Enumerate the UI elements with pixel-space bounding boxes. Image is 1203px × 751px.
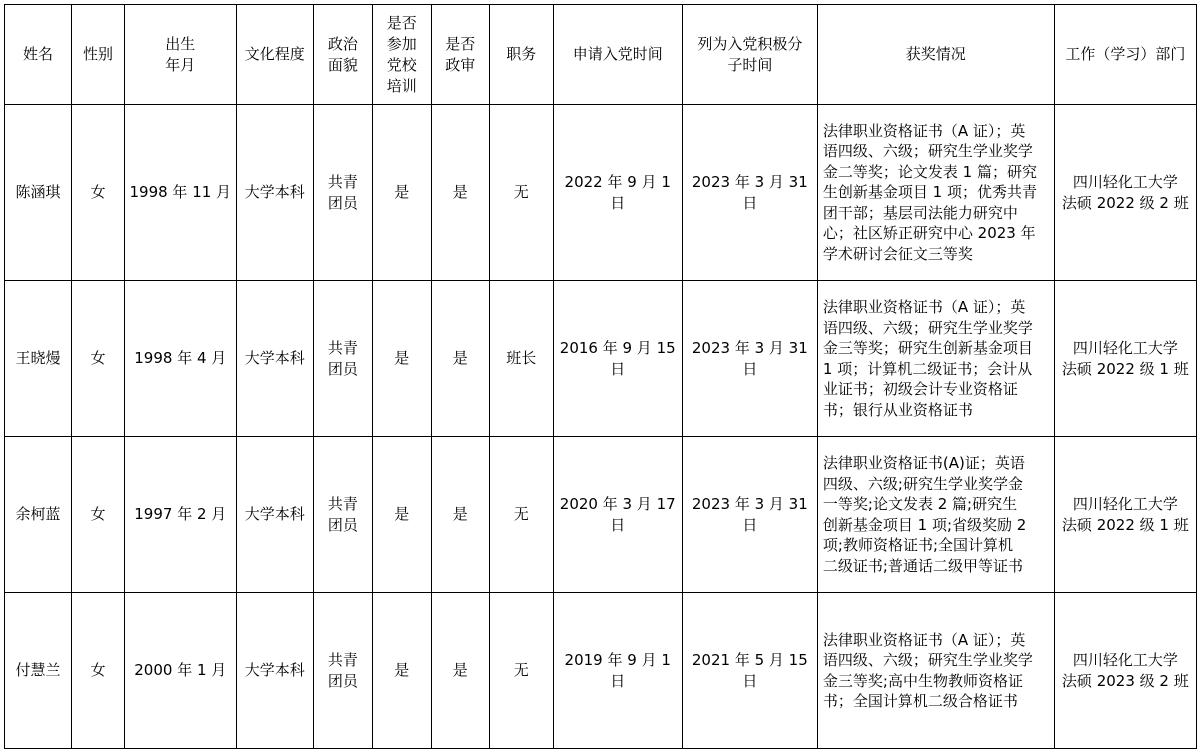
awards-line: 团干部；基层司法能力研究中 (822, 203, 1018, 222)
awards-line: 金三等奖;高中生物教师资格证 (822, 671, 1023, 690)
department-line: 法硕 2022 级 1 班 (1061, 515, 1189, 534)
cell-activist-time: 2023 年 3 月 31 日 (682, 105, 817, 281)
cell-awards (817, 593, 1054, 749)
cell-political (313, 281, 372, 437)
header-row (5, 5, 1197, 105)
cell-education: 大学本科 (236, 437, 313, 593)
cell-training: 是 (372, 593, 431, 749)
header-position: 职务 (489, 5, 553, 105)
cell-review: 是 (431, 105, 489, 281)
awards-line: 语四级、六级；研究生学业奖学 (822, 651, 1033, 669)
cell-awards (817, 105, 1054, 281)
awards-line: 法律职业资格证书（A 证）；英 (822, 121, 1026, 140)
header-training-line: 培训 (386, 76, 417, 95)
department-line: 法硕 2022 级 1 班 (1061, 359, 1189, 378)
cell-review: 是 (431, 593, 489, 749)
header-review (431, 5, 489, 105)
cell-awards (817, 437, 1054, 593)
cell-gender: 女 (72, 437, 125, 593)
header-department: 工作（学习）部门 (1054, 5, 1196, 105)
cell-review: 是 (431, 281, 489, 437)
awards-line: 金二等奖；论文发表 1 篇；研究 (822, 162, 1037, 181)
cell-political (313, 437, 372, 593)
cell-education: 大学本科 (236, 281, 313, 437)
cell-position: 无 (489, 105, 553, 281)
cell-political-line: 共青 (327, 172, 358, 191)
department-line: 四川轻化工大学 (1072, 650, 1178, 669)
cell-birth: 1998 年 11 月 (124, 105, 236, 281)
cell-training: 是 (372, 281, 431, 437)
awards-line: 语四级、六级；研究生学业奖学 (822, 318, 1033, 337)
cell-political-line: 团员 (327, 193, 358, 212)
awards-line: 语四级、六级；研究生学业奖学 (822, 142, 1033, 161)
cell-education: 大学本科 (236, 593, 313, 749)
cell-department (1054, 593, 1196, 749)
cell-training: 是 (372, 105, 431, 281)
header-review-line: 是否 (445, 34, 476, 53)
header-training-line: 党校 (386, 55, 417, 74)
awards-line: 生创新基金项目 1 项；优秀共青 (822, 183, 1037, 202)
cell-apply-time: 2016 年 9 月 15 日 (553, 281, 682, 437)
cell-political-line: 共青 (327, 338, 358, 357)
cell-birth: 2000 年 1 月 (124, 593, 236, 749)
header-name: 姓名 (5, 5, 72, 105)
cell-department (1054, 105, 1196, 281)
cell-political (313, 593, 372, 749)
cell-political-line: 团员 (327, 671, 358, 690)
awards-line: 业证书；初级会计专业资格证 (822, 380, 1018, 398)
cell-political-line: 共青 (327, 494, 358, 513)
awards-line: 心；社区矫正研究中心 2023 年 (822, 224, 1036, 243)
department-line: 法硕 2023 级 2 班 (1061, 671, 1189, 690)
cell-name: 付慧兰 (5, 593, 72, 749)
header-birth (124, 5, 236, 105)
header-political-line: 面貌 (327, 55, 358, 74)
cell-gender: 女 (72, 593, 125, 749)
department-line: 法硕 2022 级 2 班 (1061, 193, 1189, 212)
awards-line: 四级、六级;研究生学业奖学金 (822, 474, 1023, 493)
candidate-table (4, 4, 1197, 749)
header-activist-line: 子时间 (727, 55, 773, 74)
cell-political-line: 团员 (327, 515, 358, 534)
cell-political-line: 共青 (327, 650, 358, 669)
awards-line: 学术研讨会征文三等奖 (822, 244, 973, 263)
header-gender: 性别 (72, 5, 125, 105)
cell-review: 是 (431, 437, 489, 593)
cell-political (313, 105, 372, 281)
header-awards: 获奖情况 (817, 5, 1054, 105)
header-political-line: 政治 (327, 34, 358, 53)
table-row (5, 593, 1197, 749)
department-line: 四川轻化工大学 (1072, 338, 1178, 357)
awards-line: 二级证书;普通话二级甲等证书 (822, 556, 1023, 575)
cell-activist-time: 2021 年 5 月 15 日 (682, 593, 817, 749)
header-birth-line: 年月 (165, 55, 196, 74)
header-review-line: 政审 (445, 55, 476, 74)
cell-name: 余柯蓝 (5, 437, 72, 593)
cell-apply-time: 2020 年 3 月 17 日 (553, 437, 682, 593)
awards-line: 项;教师资格证书;全国计算机 (822, 536, 1013, 554)
cell-name: 王晓熳 (5, 281, 72, 437)
awards-line: 创新基金项目 1 项;省级奖励 2 (822, 515, 1027, 534)
awards-line: 书；银行从业资格证书 (822, 400, 973, 419)
header-activist-time (682, 5, 817, 105)
awards-line: 金三等奖；研究生创新基金项目 (822, 339, 1033, 357)
awards-line: 1 项；计算机二级证书；会计从 (822, 359, 1033, 378)
cell-apply-time: 2022 年 9 月 1 日 (553, 105, 682, 281)
cell-position: 无 (489, 437, 553, 593)
header-birth-line: 出生 (165, 34, 196, 53)
cell-training: 是 (372, 437, 431, 593)
header-education: 文化程度 (236, 5, 313, 105)
cell-awards (817, 281, 1054, 437)
header-training (372, 5, 431, 105)
header-training-line: 是否 (386, 13, 417, 32)
cell-education: 大学本科 (236, 105, 313, 281)
cell-name: 陈涵琪 (5, 105, 72, 281)
cell-department (1054, 281, 1196, 437)
awards-line: 一等奖;论文发表 2 篇;研究生 (822, 495, 1018, 513)
header-training-line: 参加 (386, 34, 417, 53)
header-apply-time: 申请入党时间 (553, 5, 682, 105)
header-political (313, 5, 372, 105)
header-activist-line: 列为入党积极分 (697, 34, 803, 53)
cell-political-line: 团员 (327, 359, 358, 378)
awards-line: 法律职业资格证书（A 证）；英 (822, 298, 1026, 316)
table-row (5, 105, 1197, 281)
cell-position: 无 (489, 593, 553, 749)
cell-birth: 1998 年 4 月 (124, 281, 236, 437)
department-line: 四川轻化工大学 (1072, 494, 1178, 513)
cell-department (1054, 437, 1196, 593)
cell-gender: 女 (72, 281, 125, 437)
cell-position: 班长 (489, 281, 553, 437)
table-row (5, 437, 1197, 593)
cell-birth: 1997 年 2 月 (124, 437, 236, 593)
table-row (5, 281, 1197, 437)
department-line: 四川轻化工大学 (1072, 172, 1178, 191)
cell-apply-time: 2019 年 9 月 1 日 (553, 593, 682, 749)
awards-line: 法律职业资格证书（A 证）；英 (822, 630, 1026, 649)
cell-activist-time: 2023 年 3 月 31 日 (682, 437, 817, 593)
awards-line: 法律职业资格证书(A)证；英语 (822, 454, 1025, 472)
awards-line: 书；全国计算机二级合格证书 (822, 692, 1018, 710)
cell-gender: 女 (72, 105, 125, 281)
cell-activist-time: 2023 年 3 月 31 日 (682, 281, 817, 437)
